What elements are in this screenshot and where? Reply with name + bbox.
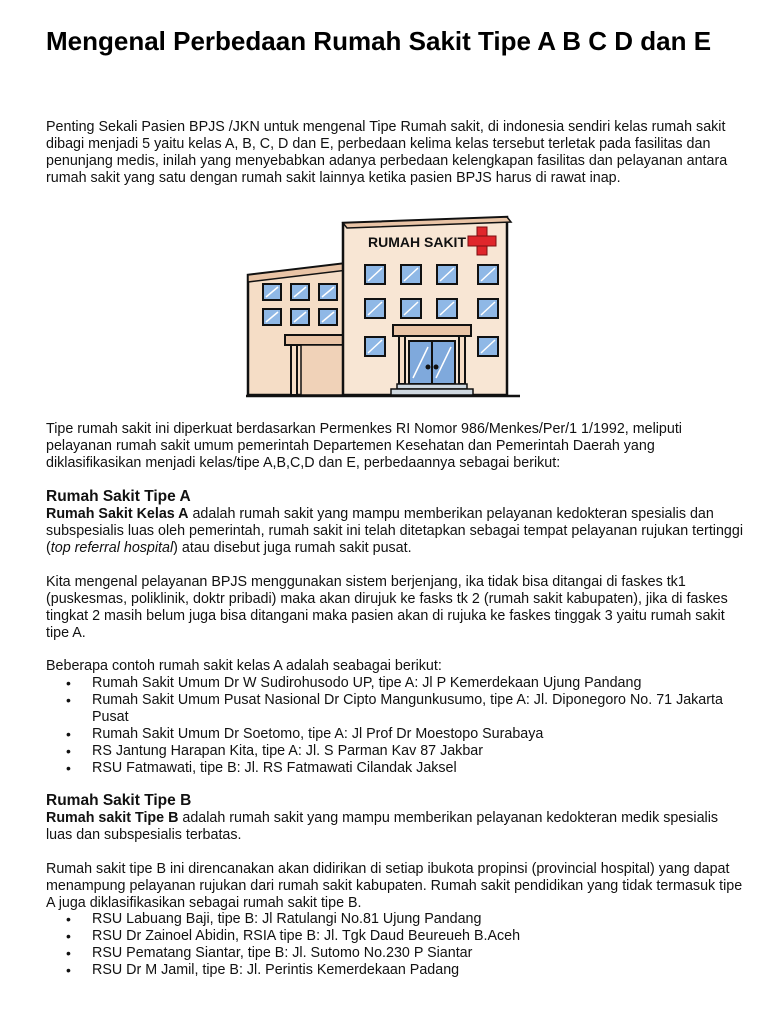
type-a-definition [46,506,746,557]
type-a-term: Rumah Sakit Kelas A [46,506,189,522]
list-item: • RSU Dr M Jamil, tipe B: Jl. Perintis Kemerdekaan Padang [46,962,746,979]
hospital-illustration [245,213,522,403]
list-item: • RSU Dr Zainoel Abidin, RSIA tipe B: Jl. Tgk Daud Beureueh B.Aceh [46,928,746,945]
type-b-term: Rumah sakit Tipe B [46,810,179,826]
type-a-examples-intro: Beberapa contoh rumah sakit kelas A adalah seabagai berikut: [46,658,442,674]
type-a-examples-list [46,675,746,777]
type-b-plan-paragraph: Rumah sakit tipe B ini direncanakan akan didirikan di setiap ibukota propinsi (provincial hospital) yang dapat menampung pelayanan rujukan dari rumah sakit kabupaten. Rumah sakit pendidikan yang tidak termasuk tipe A juga diklasifikasikan sebagai rumah sakit tipe B. [46,861,743,911]
list-item: • RSU Labuang Baji, tipe B: Jl Ratulangi No.81 Ujung Pandang [46,911,746,928]
intro-paragraph: Penting Sekali Pasien BPJS /JKN untuk mengenal Tipe Rumah sakit, di indonesia sendiri kelas rumah sakit dibagi menjadi 5 yaitu kelas A, B, C, D dan E, perbedaan kelima kelas tersebut terletak pada fasilitas dan penunjang medis, inilah yang menyebabkan adanya perbedaan kelengkapan fasilitas dan pelayanan antara rumah sakit yang satu dengan rumah sakit lainnya ketika pasien BPJS harus di rawat inap. [46,119,728,186]
type-a-heading: Rumah Sakit Tipe A [46,488,191,505]
type-a-italic-term: top referral hospital [50,540,174,556]
page-title: Mengenal Perbedaan Rumah Sakit Tipe A B C D dan E [46,26,712,56]
list-item: • Rumah Sakit Umum Dr W Sudirohusodo UP, tipe A: Jl P Kemerdekaan Ujung Pandang [46,675,746,692]
list-item: • RSU Fatmawati, tipe B: Jl. RS Fatmawati Cilandak Jaksel [46,760,746,777]
list-item: • Rumah Sakit Umum Pusat Nasional Dr Cipto Mangunkusumo, tipe A: Jl. Diponegoro No. 71 Jakarta Pusat [46,692,746,726]
type-b-examples-list [46,911,746,979]
list-item: • Rumah Sakit Umum Dr Soetomo, tipe A: Jl Prof Dr Moestopo Surabaya [46,726,746,743]
hospital-sign: RUMAH SAKIT [368,234,466,250]
type-b-definition [46,810,746,844]
type-b-definition-text: adalah rumah sakit yang mampu memberikan pelayanan kedokteran medik spesialis luas dan subspesialis terbatas. [46,810,719,843]
referral-paragraph: Kita mengenal pelayanan BPJS menggunakan sistem berjenjang, ika tidak bisa ditangai di faskes tk1 (puskesmas, poliklinik, doktr pribadi) maka akan dirujuk ke fasks tk 2 (rumah sakit kabupaten), jika di faskes tingkat 2 masih belum juga bisa ditangani maka pasien akan di rujuka ke faskes tinggak 3 yaitu rumah sakit tipe A. [46,574,728,641]
regulation-paragraph: Tipe rumah sakit ini diperkuat berdasarkan Permenkes RI Nomor 986/Menkes/Per/1 1/1992, meliputi pelayanan rumah sakit umum pemerintah Departemen Kesehatan dan Pemerintah Daerah yang diklasifikasikan menjadi kelas/tipe A,B,C,D dan E, perbedaannya sebagai berikut: [46,421,682,471]
list-item: • RS Jantung Harapan Kita, tipe A: Jl. S Parman Kav 87 Jakbar [46,743,746,760]
list-item: • RSU Pematang Siantar, tipe B: Jl. Sutomo No.230 P Siantar [46,945,746,962]
type-b-heading: Rumah Sakit Tipe B [46,792,192,809]
type-a-definition-text: adalah rumah sakit yang mampu memberikan pelayanan kedokteran spesialis dan subspesialis luas oleh pemerintah, rumah sakit ini telah ditetapkan sebagai tempat pelayanan rujukan tertinggi ( [46,506,744,556]
type-a-definition-end: ) atau disebut juga rumah sakit pusat. [173,540,412,556]
